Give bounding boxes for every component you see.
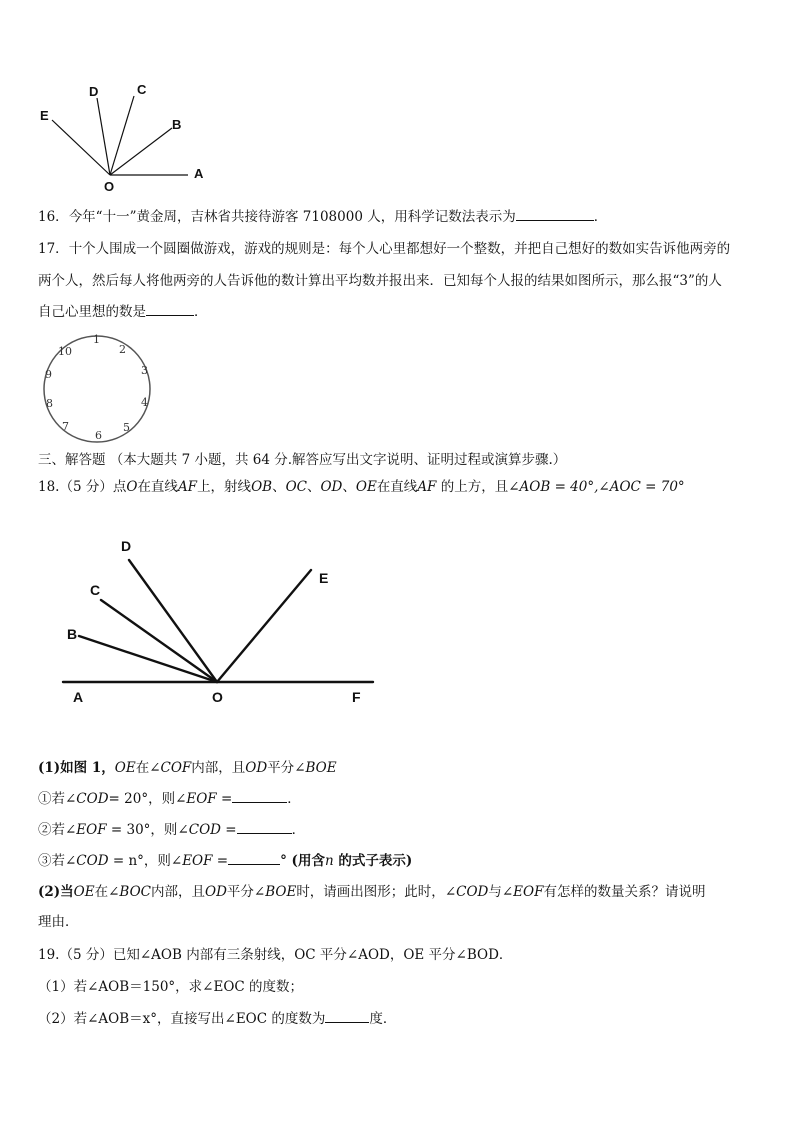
q18-sep-2: 、	[306, 479, 321, 495]
q18-p2-j: ∠COD	[444, 884, 489, 900]
label-e: E	[40, 108, 49, 123]
q18-s1-e: =	[216, 791, 233, 807]
q19-p1: （1）若∠AOB＝150°，求∠EOC 的度数；	[38, 979, 304, 995]
ray-oc-fig	[101, 600, 217, 682]
q18-s3-blank	[228, 852, 280, 865]
q18-p2-a: (2)当	[38, 884, 74, 900]
label-o: O	[104, 179, 115, 194]
ray-oe-fig	[217, 570, 311, 682]
q19-part-2	[38, 1010, 396, 1028]
q18-p1-a: (1)如图 1，	[38, 760, 115, 776]
clock-num-1: 1	[93, 333, 100, 346]
label-b: B	[172, 117, 182, 132]
q18-p1-f: OD	[245, 760, 268, 776]
q18-p1-e: 内部，且	[191, 760, 246, 776]
label-a: A	[194, 166, 204, 181]
q18-part-2	[38, 883, 705, 901]
q18-p2-f: OD	[205, 884, 227, 900]
q18-s1-end: ．	[287, 791, 301, 807]
q18-s3-g: 的式子表示)	[333, 853, 413, 869]
fig-label-a: A	[73, 689, 84, 705]
label-c: C	[137, 82, 147, 97]
q18-s2-d: ∠COD	[177, 822, 221, 838]
fig-label-b: B	[67, 626, 78, 642]
q18-s3-c: = n°，则	[108, 853, 171, 869]
q18-line-af-2: AF	[417, 479, 437, 495]
q18-t2: 在直线	[137, 479, 178, 495]
q18-s3-n: n	[324, 853, 334, 869]
q18-p1-g: 平分	[267, 760, 295, 776]
clock-num-5: 5	[123, 421, 130, 434]
q17-number: 17．	[38, 241, 69, 257]
q18-p2-g: 平分	[226, 884, 254, 900]
q18-p2-h: ∠BOE	[253, 884, 297, 900]
q18-p2-line2: 理由．	[38, 914, 79, 930]
q18-s3-b: ∠COD	[65, 853, 109, 869]
q18-ray-oc: OC	[285, 479, 307, 495]
q18-s3-a: ③若	[38, 853, 65, 869]
q18-ray-od: OD	[320, 479, 343, 495]
q18-t3: 上，射线	[197, 479, 252, 495]
q18-sub-1	[38, 790, 301, 808]
q18-sub-2	[38, 821, 305, 839]
clock-num-9: 9	[45, 368, 52, 381]
q18-s2-c: = 30°，则	[106, 822, 178, 838]
fig-label-o: O	[212, 689, 223, 705]
q18-s1-a: ①若	[38, 791, 65, 807]
clock-num-8: 8	[46, 397, 53, 410]
q18-point-o: O	[126, 479, 138, 495]
q18-s2-e: =	[220, 822, 237, 838]
fig-label-e: E	[319, 570, 329, 586]
q18-given-angles: ∠AOB = 40°,∠AOC = 70°	[508, 479, 685, 495]
ray-oe	[52, 120, 110, 175]
question-19	[38, 946, 512, 964]
q18-s1-c: = 20°，则	[108, 791, 176, 807]
q18-s1-blank	[232, 790, 287, 803]
q17-answer-blank	[146, 303, 194, 316]
clock-num-7: 7	[62, 420, 69, 433]
fig-label-d: D	[121, 538, 132, 554]
q19-p2-a: （2）若∠AOB＝x°，直接写出∠EOC 的度数为	[38, 1011, 326, 1027]
fig-label-c: C	[90, 582, 101, 598]
q18-t1: 点	[112, 479, 127, 495]
q16-end: ．	[593, 209, 608, 225]
ray-od-fig	[129, 560, 217, 682]
q18-t4: 在直线	[376, 479, 418, 495]
ray-ob-fig	[79, 636, 217, 682]
q18-part-1	[38, 759, 337, 777]
fig-label-f: F	[352, 689, 361, 705]
clock-num-3: 3	[141, 364, 148, 377]
q17-line3: 自己心里想的数是	[38, 304, 146, 320]
q18-ray-ob: OB	[251, 479, 273, 495]
q18-p2-b: OE	[73, 884, 95, 900]
q18-p2-k: 与	[488, 884, 502, 900]
q18-s3-f: ° (用含	[280, 853, 325, 869]
q18-line-af: AF	[177, 479, 198, 495]
q18-ray-oe: OE	[355, 479, 377, 495]
q19-answer-blank	[325, 1010, 369, 1023]
q18-p2-d: ∠BOC	[108, 884, 151, 900]
question-17-line-2	[38, 272, 722, 290]
q16-number: 16．	[38, 209, 69, 225]
q18-p2-c: 在	[94, 884, 109, 900]
q18-p1-c: 在	[135, 760, 150, 776]
q18-s2-blank	[237, 821, 292, 834]
ray-oc	[110, 96, 134, 175]
q19-p2-end: 度．	[369, 1011, 397, 1027]
q18-figure	[55, 540, 385, 690]
q17-line1: 十个人围成一个圆圈做游戏，游戏的规则是：每个人心里都想好一个整数，并把自己想好的数如实告诉他两旁的	[68, 241, 731, 257]
q18-s2-a: ②若	[38, 822, 65, 838]
q18-s1-b: ∠COD	[65, 791, 109, 807]
q19-head: 19.（5 分）已知∠AOB 内部有三条射线，OC 平分∠AOD，OE 平分∠BOD．	[38, 947, 513, 963]
q18-number: 18.（5 分）	[38, 479, 113, 495]
clock-num-4: 4	[141, 396, 148, 409]
question-16	[38, 208, 607, 226]
q18-s2-end: ．	[291, 822, 306, 838]
q18-s3-e: =	[212, 853, 229, 869]
q18-p2-l: ∠EOF	[501, 884, 544, 900]
q17-end: ．	[194, 304, 208, 320]
q18-p2-m: 有怎样的数量关系？请说明	[543, 884, 706, 900]
q18-p1-d: ∠COF	[149, 760, 192, 776]
q16-answer-blank	[516, 208, 594, 221]
clock-num-6: 6	[95, 429, 102, 442]
q18-sub-3	[38, 852, 412, 870]
q18-p1-b: OE	[114, 760, 136, 776]
q18-sep-1: 、	[272, 479, 286, 495]
q18-part-2-line-2	[38, 913, 79, 931]
q18-t5: 的上方，且	[436, 479, 509, 495]
section-3-header	[38, 451, 566, 469]
q18-s2-b: ∠EOF	[65, 822, 107, 838]
q18-p2-i: 时，请画出图形；此时，	[296, 884, 445, 900]
question-17-line-1	[38, 240, 730, 258]
clock-num-10: 10	[58, 345, 72, 358]
q18-s1-d: ∠EOF	[175, 791, 217, 807]
q18-p1-h: ∠BOE	[294, 760, 337, 776]
q18-p2-e: 内部，且	[151, 884, 205, 900]
ray-ob	[110, 128, 172, 175]
section-3-title: 三、解答题 （本大题共 7 小题，共 64 分.解答应写出文字说明、证明过程或演算步骤.）	[38, 452, 567, 468]
label-d: D	[89, 84, 99, 99]
ray-od	[97, 98, 110, 175]
q19-part-1	[38, 978, 303, 996]
q16-text: 今年“十一”黄金周，吉林省共接待游客 7108000 人，用科学记数法表示为	[68, 209, 516, 225]
top-angle-figure	[30, 80, 220, 195]
clock-num-2: 2	[119, 343, 126, 356]
question-18	[38, 478, 685, 496]
q17-line2: 两个人，然后每人将他两旁的人告诉他的数计算出平均数并报出来．已知每个人报的结果如图所示，那么报“3”的人	[38, 273, 722, 289]
question-17-line-3	[38, 303, 208, 321]
q18-sep-3: 、	[342, 479, 356, 495]
q18-s3-d: ∠EOF	[170, 853, 213, 869]
